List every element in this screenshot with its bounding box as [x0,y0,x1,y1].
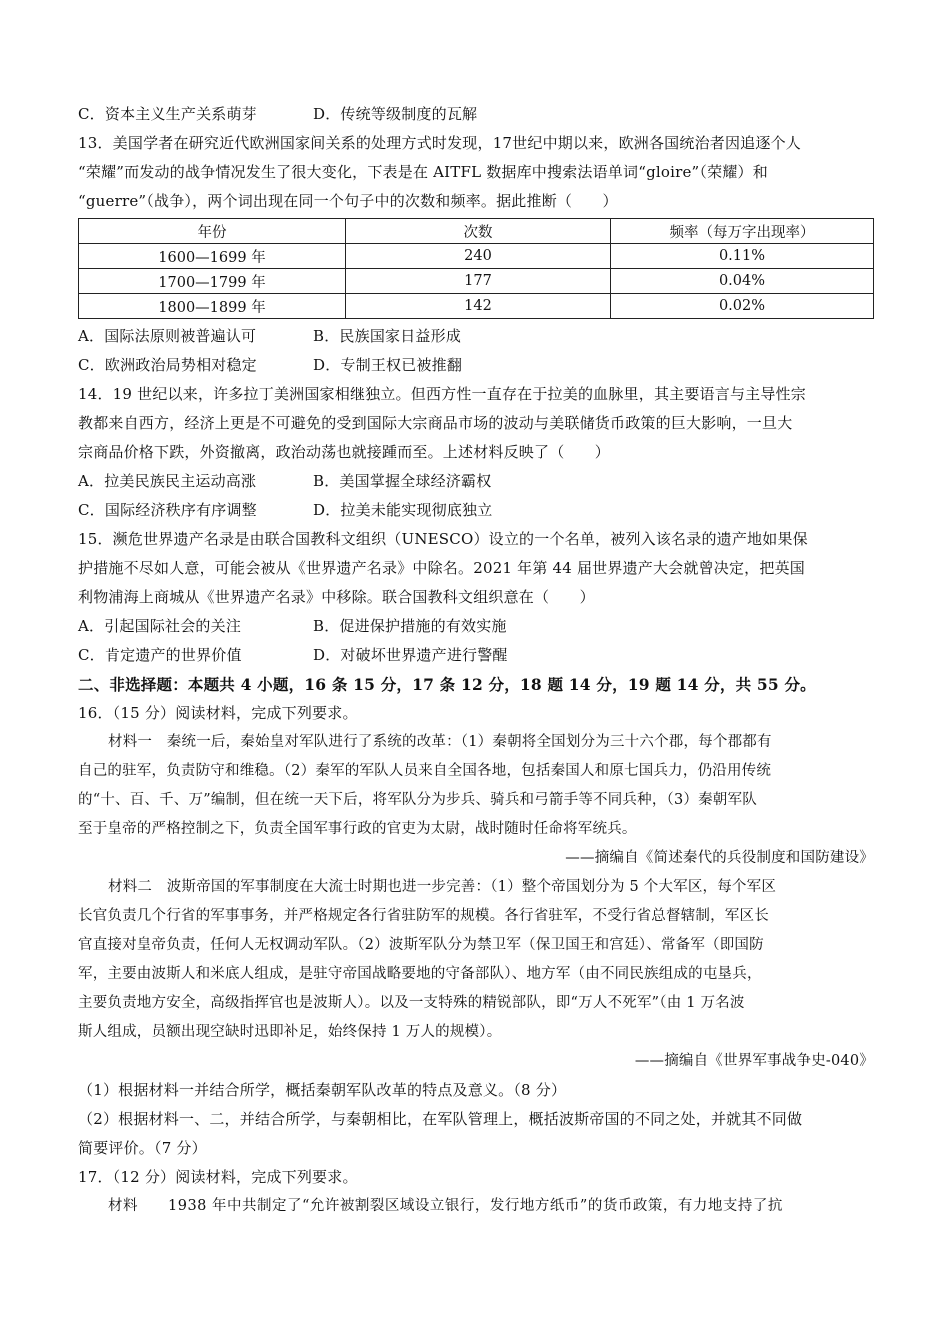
q16-requirement-2 [78,1105,874,1163]
table-cell-frequency: 0.11% [611,244,874,269]
q14-option-b[interactable]: B．美国掌握全球经济霸权 [313,472,492,490]
q17-material-line: 材料 1938 年中共制定了“允许被割裂区域设立银行，发行地方纸币”的货币政策，有力地支持了抗 [108,1198,783,1214]
q16-requirement-1: （1）根据材料一并结合所学，概括秦朝军队改革的特点及意义。（8 分） [78,1081,567,1099]
q13-option-c[interactable]: C．欧洲政治局势相对稳定 [78,356,257,374]
section2-heading: 二、非选择题：本题共 4 小题，16 条 15 分，17 条 12 分，18 题 14 分，19 题 14 分，共 55 分。 [78,675,816,694]
q13-data-table [78,218,874,319]
q16-intro: 16．（15 分）阅读材料，完成下列要求。 [78,704,358,722]
q12-options-cd [78,100,874,129]
q16-mat2-source: ——摘编自《世界军事战争史-040》 [634,1053,874,1069]
q15-option-c[interactable]: C．肯定遗产的世界价值 [78,646,242,664]
table-header-year: 年份 [79,219,346,244]
table-cell-frequency: 0.02% [611,294,874,319]
table-cell-count: 177 [346,269,611,294]
q17-intro: 17．（12 分）阅读材料，完成下列要求。 [78,1168,358,1186]
q16-material-1 [78,728,874,873]
q16-material-2 [78,873,874,1076]
q12-option-c[interactable]: C．资本主义生产关系萌芽 [78,105,257,123]
table-cell-frequency: 0.04% [611,269,874,294]
q12-option-d[interactable]: D．传统等级制度的瓦解 [313,105,478,123]
table-row [79,269,874,294]
exam-page [78,100,874,1221]
q13-option-a[interactable]: A．国际法原则被普遍认可 [78,327,257,345]
q15-line: 利物浦海上商城从《世界遗产名录》中移除。联合国教科文组织意在（ ） [78,588,595,606]
q16-mat1-line: 的“十、百、千、万”编制，但在统一天下后，将军队分为步兵、骑兵和弓箭手等不同兵种，（3）秦朝军队 [78,792,757,808]
table-cell-year: 1800—1899 年 [79,294,346,319]
q14-line: 宗商品价格下跌，外资撤离，政治动荡也就接踵而至。上述材料反映了（ ） [78,443,611,461]
q16-mat2-line: 斯人组成，员额出现空缺时迅即补足，始终保持 1 万人的规模）。 [78,1024,502,1040]
q14-line: 教都来自西方，经济上更是不可避免的受到国际大宗商品市场的波动与美联储货币政策的巨大影响，一旦大 [78,414,793,432]
q14-line: 14．19 世纪以来，许多拉丁美洲国家相继独立。但西方性一直存在于拉美的血脉里，其主要语言与主导性宗 [78,385,806,403]
q16-mat2-line: 长官负责几个行省的军事事务，并严格规定各行省驻防军的规模。各行省驻军，不受行省总督辖制，军区长 [78,908,769,924]
q13-line: “荣耀”而发动的战争情况发生了很大变化，下表是在 AITFL 数据库中搜索法语单词“gloire”（荣耀）和 [78,163,768,181]
q13-options-ab [78,322,874,351]
q13-option-b[interactable]: B．民族国家日益形成 [313,327,462,345]
table-header-count: 次数 [346,219,611,244]
q15-option-a[interactable]: A．引起国际社会的关注 [78,617,242,635]
table-row [79,244,874,269]
q15-option-d[interactable]: D．对破坏世界遗产进行警醒 [313,646,508,664]
table-header-row [79,219,874,244]
q13-line: “guerre”（战争），两个词出现在同一个句子中的次数和频率。据此推断（ ） [78,192,618,210]
q15-option-b[interactable]: B．促进保护措施的有效实施 [313,617,507,635]
table-cell-count: 142 [346,294,611,319]
q16-mat1-line: 至于皇帝的严格控制之下，负责全国军事行政的官吏为太尉，战时随时任命将军统兵。 [78,821,637,837]
table-header-frequency: 频率（每万字出现率） [611,219,874,244]
q14-option-c[interactable]: C．国际经济秩序有序调整 [78,501,257,519]
q13-stem [78,129,874,216]
q16-req2-line: （2）根据材料一、二，并结合所学，与秦朝相比，在军队管理上，概括波斯帝国的不同之处，并就其不同做 [78,1110,803,1128]
q13-line: 13．美国学者在研究近代欧洲国家间关系的处理方式时发现，17世纪中期以来，欧洲各国统治者因追逐个人 [78,134,801,152]
q13-option-d[interactable]: D．专制王权已被推翻 [313,356,463,374]
q15-options-cd [78,641,874,670]
q13-options-cd [78,351,874,380]
q14-option-a[interactable]: A．拉美民族民主运动高涨 [78,472,257,490]
q15-line: 15．濒危世界遗产名录是由联合国教科文组织（UNESCO）设立的一个名单，被列入该名录的遗产地如果保 [78,530,808,548]
q16-mat1-source: ——摘编自《简述秦代的兵役制度和国防建设》 [565,850,874,866]
q16-mat2-line: 材料二 波斯帝国的军事制度在大流士时期也进一步完善：（1）整个帝国划分为 5 个大军区，每个军区 [108,879,777,895]
q15-stem [78,525,874,612]
q14-option-d[interactable]: D．拉美未能实现彻底独立 [313,501,493,519]
table-cell-year: 1600—1699 年 [79,244,346,269]
table-cell-year: 1700—1799 年 [79,269,346,294]
q16-req2-line: 简要评价。（7 分） [78,1139,207,1157]
q16-mat1-line: 材料一 秦统一后，秦始皇对军队进行了系统的改革：（1）秦朝将全国划分为三十六个郡，每个郡都有 [108,734,772,750]
q16-mat1-line: 自己的驻军，负责防守和维稳。（2）秦军的军队人员来自全国各地，包括秦国人和原七国兵力，仍沿用传统 [78,763,772,779]
q15-line: 护措施不尽如人意，可能会被从《世界遗产名录》中除名。2021 年第 44 届世界遗产大会就曾决定，把英国 [78,559,805,577]
table-row [79,294,874,319]
q16-mat2-line: 主要负责地方安全，高级指挥官也是波斯人）。以及一支特殊的精锐部队，即“万人不死军”（由 1 万名波 [78,995,745,1011]
q16-mat2-line: 官直接对皇帝负责，任何人无权调动军队。（2）波斯军队分为禁卫军（保卫国王和宫廷）、常备军（即国防 [78,937,764,953]
q15-options-ab [78,612,874,641]
table-cell-count: 240 [346,244,611,269]
q16-mat2-line: 军，主要由波斯人和米底人组成，是驻守帝国战略要地的守备部队）、地方军（由不同民族组成的屯垦兵， [78,966,762,982]
q14-options-ab [78,467,874,496]
q14-options-cd [78,496,874,525]
q14-stem [78,380,874,467]
